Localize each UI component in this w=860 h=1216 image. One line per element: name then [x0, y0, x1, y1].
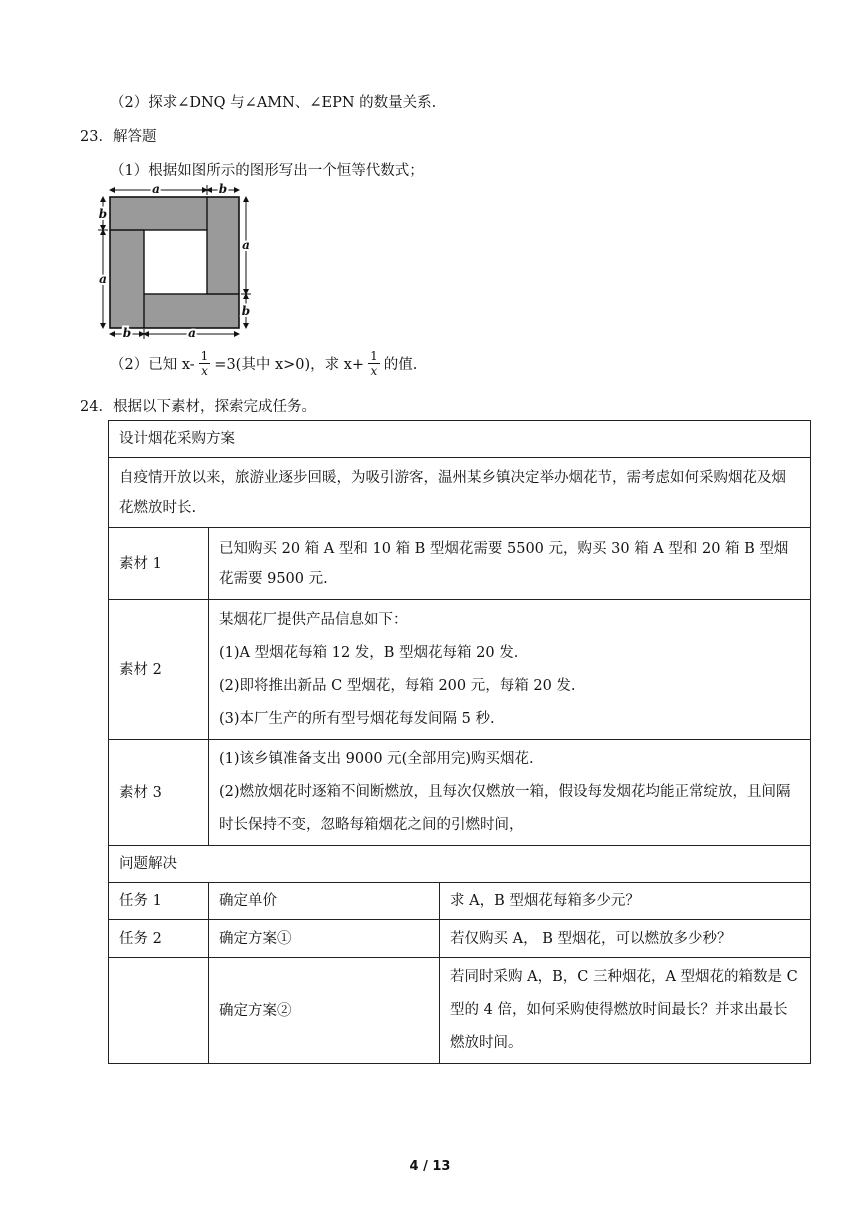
q23-title: 23．解答题: [80, 129, 157, 145]
inner-square: [144, 230, 207, 294]
task-1-right: 求 A，B 型烟花每箱多少元？: [440, 883, 811, 920]
material-2-line: (2)即将推出新品 C 型烟花，每箱 200 元，每箱 20 发.: [219, 677, 576, 694]
fraction-numerator-2: 1: [370, 349, 378, 363]
fraction-numerator: 1: [200, 349, 209, 363]
q24-title: 24．根据以下素材，探索完成任务。: [80, 399, 316, 415]
material-1-label: 素材 1: [109, 528, 209, 600]
task-2-label: 任务 2: [109, 920, 209, 958]
label-a-top: a: [152, 183, 160, 196]
task-1-label: 任务 1: [109, 883, 209, 920]
label-a-right: a: [242, 238, 250, 252]
q23-part2: [110, 350, 417, 377]
q23-part2-mid: =3(其中 x>0)，求 x+: [214, 357, 365, 373]
material-2-line: 某烟花厂提供产品信息如下：: [219, 611, 408, 628]
material-2-text: [209, 600, 811, 740]
material-2-line: (1)A 型烟花每箱 12 发，B 型烟花每箱 20 发.: [219, 644, 519, 661]
material-3-text: [209, 740, 811, 846]
task-2-right: 若仅购买 A， B 型烟花，可以燃放多少秒？: [440, 920, 811, 958]
label-b-top: b: [218, 183, 228, 196]
q23-part2-pre: （2）已知 x-: [110, 357, 195, 373]
material-3-label: 素材 3: [109, 740, 209, 846]
table-header: 设计烟花采购方案: [109, 421, 811, 458]
label-b-left: b: [98, 207, 108, 221]
task-3-right: 若同时采购 A，B，C 三种烟花，A 型烟花的箱数是 C 型的 4 倍，如何采购使得燃放时间最长？并求出最长燃放时间。: [440, 958, 811, 1064]
label-b-bottom: b: [122, 326, 132, 339]
task-2-mid: 确定方案①: [209, 920, 440, 958]
fraction-1-over-x-2: [368, 350, 380, 377]
q23-part1: （1）根据如图所示的图形写出一个恒等代数式；: [110, 163, 424, 179]
task-1-mid: 确定单价: [209, 883, 440, 920]
label-a-bottom: a: [188, 326, 196, 339]
material-2-label: 素材 2: [109, 600, 209, 740]
fraction-denominator: x: [201, 364, 208, 378]
label-b-right: b: [241, 304, 251, 318]
material-3-line: (1)该乡镇准备支出 9000 元(全部用完)购买烟花.: [219, 751, 534, 767]
label-a-left: a: [99, 272, 107, 286]
q23-part2-post: 的值.: [383, 357, 418, 373]
material-1-text: 已知购买 20 箱 A 型和 10 箱 B 型烟花需要 5500 元，购买 30 箱 A 型和 20 箱 B 型烟花需要 9500 元.: [209, 528, 811, 600]
problem-solving-header: 问题解决: [109, 846, 811, 883]
fraction-denominator-2: x: [370, 364, 378, 378]
material-3-line: (2)燃放烟花时逐箱不间断燃放，且每次仅燃放一箱，假设每发烟花均能正常绽放，且间隔时长保持不变，忽略每箱烟花之间的引燃时间，: [219, 784, 791, 833]
task-3-label: [109, 958, 209, 1064]
identity-diagram: [96, 183, 256, 339]
material-2-line: (3)本厂生产的所有型号烟花每发间隔 5 秒.: [219, 710, 495, 727]
page-number: 4 / 13: [409, 1159, 451, 1174]
q22-part2: （2）探求∠DNQ 与∠AMN、∠EPN 的数量关系.: [110, 95, 437, 111]
table-intro: 自疫情开放以来，旅游业逐步回暖，为吸引游客，温州某乡镇决定举办烟花节，需考虑如何采购烟花及烟花燃放时长.: [109, 458, 811, 528]
materials-table: [108, 420, 811, 1064]
task-3-mid: 确定方案②: [209, 958, 440, 1064]
fraction-1-over-x: [199, 350, 211, 377]
